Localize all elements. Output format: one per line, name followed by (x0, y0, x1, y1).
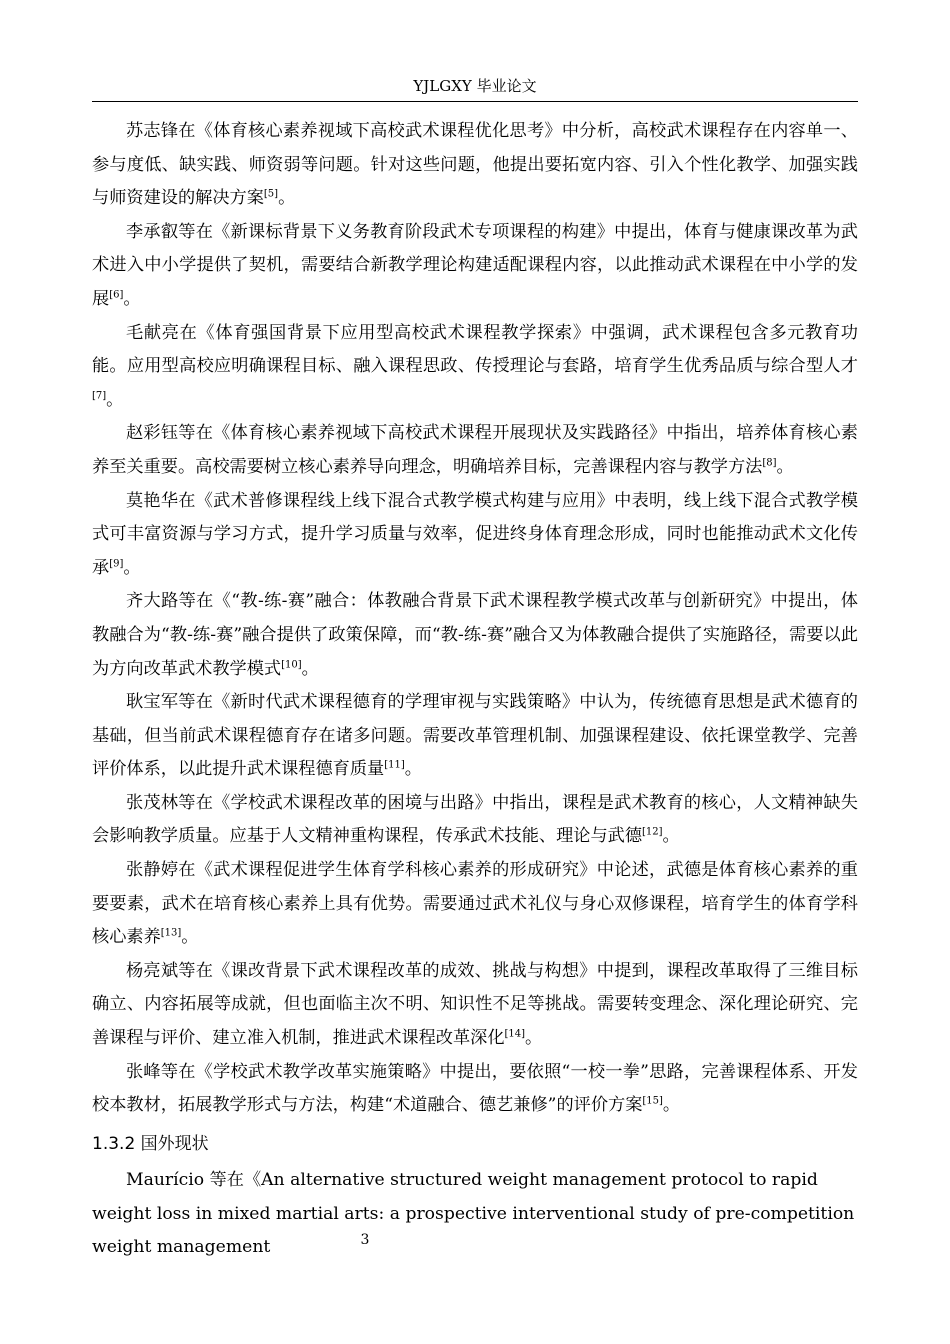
paragraph: 张茂林等在《学校武术课程改革的困境与出路》中指出，课程是武术教育的核心，人文精神缺失会影响教学质量。应基于人文精神重构课程，传承武术技能、理论与武德[12]。 (92, 792, 858, 847)
citation-ref[interactable]: [15] (642, 1095, 663, 1107)
citation-ref[interactable]: [14] (504, 1028, 526, 1040)
citation-ref[interactable]: [6] (109, 289, 124, 301)
citation-ref[interactable]: [5] (263, 188, 279, 200)
running-header: YJLGXY 毕业论文 (413, 77, 537, 95)
paragraph: Maurício 等在《An alternative structured weight management protocol to rapid weight loss in mixed martial arts: a prospective interventional study of pre-competition weight management (92, 1170, 855, 1258)
header-rule (92, 101, 858, 102)
citation-ref[interactable]: [9] (109, 557, 124, 569)
paragraph: 赵彩钰等在《体育核心素养视域下高校武术课程开展现状及实践路径》中指出，培养体育核心素养至关重要。高校需要树立核心素养导向理念，明确培养目标，完善课程内容与教学方法[8]。 (92, 423, 858, 477)
paragraph: 齐大路等在《“教-练-赛”融合：体教融合背景下武术课程教学模式改革与创新研究》中提出，体教融合为“教-练-赛”融合提供了政策保障，而“教-练-赛”融合又为体教融合提供了实施路径，需要以此为方向改革武术教学模式[10]。 (92, 591, 858, 679)
citation-ref[interactable]: [8] (762, 457, 777, 469)
paragraph: 杨亮斌等在《课改背景下武术课程改革的成效、挑战与构想》中提到，课程改革取得了三维目标确立、内容拓展等成就，但也面临主次不明、知识性不足等挑战。需要转变理念、深化理论研究、完善课程与评价、建立准入机制，推进武术课程改革深化[14]。 (92, 960, 858, 1049)
paragraph: 李承叡等在《新课标背景下义务教育阶段武术专项课程的构建》中提出，体育与健康课改革为武术进入中小学提供了契机，需要结合新教学理论构建适配课程内容，以此推动武术课程在中小学的发展[6]。 (92, 221, 858, 309)
citation-ref[interactable]: [13] (160, 927, 182, 939)
citation-ref[interactable]: [11] (384, 759, 405, 771)
paragraph: 张峰等在《学校武术教学改革实施策略》中提出，要依照“一校一拳”思路，完善课程体系、开发校本教材，拓展教学形式与方法，构建“术道融合、德艺兼修”的评价方案[15]。 (92, 1061, 858, 1116)
citation-ref[interactable]: [12] (642, 826, 663, 838)
paragraph: 张静婷在《武术课程促进学生体育学科核心素养的形成研究》中论述，武德是体育核心素养的重要要素，武术在培育核心素养上具有优势。需要通过武术礼仪与身心双修课程，培育学生的体育学科核心素养[13]。 (92, 860, 858, 948)
section-heading: 1.3.2 国外现状 (92, 1134, 209, 1154)
paragraph: 耿宝军等在《新时代武术课程德育的学理审视与实践策略》中认为，传统德育思想是武术德育的基础，但当前武术课程德育存在诸多问题。需要改革管理机制、加强课程建设、依托课堂教学、完善评价体系，以此提升武术课程德育质量[11]。 (92, 692, 858, 780)
citation-ref[interactable]: [10] (281, 658, 302, 670)
body-text (92, 115, 858, 1123)
page-number: 3 (360, 1232, 370, 1248)
paragraph: 毛献亮在《体育强国背景下应用型高校武术课程教学探索》中强调，武术课程包含多元教育功能。应用型高校应明确课程目标、融入课程思政、传授理论与套路，培育学生优秀品质与综合型人才[7]。 (92, 322, 858, 410)
foreign-section (92, 1164, 858, 1265)
citation-ref[interactable]: [7] (92, 390, 107, 402)
paragraph: 苏志锋在《体育核心素养视域下高校武术课程优化思考》中分析，高校武术课程存在内容单一、参与度低、缺实践、师资弱等问题。针对这些问题，他提出要拓宽内容、引入个性化教学、加强实践与师资建设的解决方案[5]。 (92, 121, 858, 209)
paragraph: 莫艳华在《武术普修课程线上线下混合式教学模式构建与应用》中表明，线上线下混合式教学模式可丰富资源与学习方式，提升学习质量与效率，促进终身体育理念形成，同时也能推动武术文化传承[9]。 (92, 490, 858, 578)
